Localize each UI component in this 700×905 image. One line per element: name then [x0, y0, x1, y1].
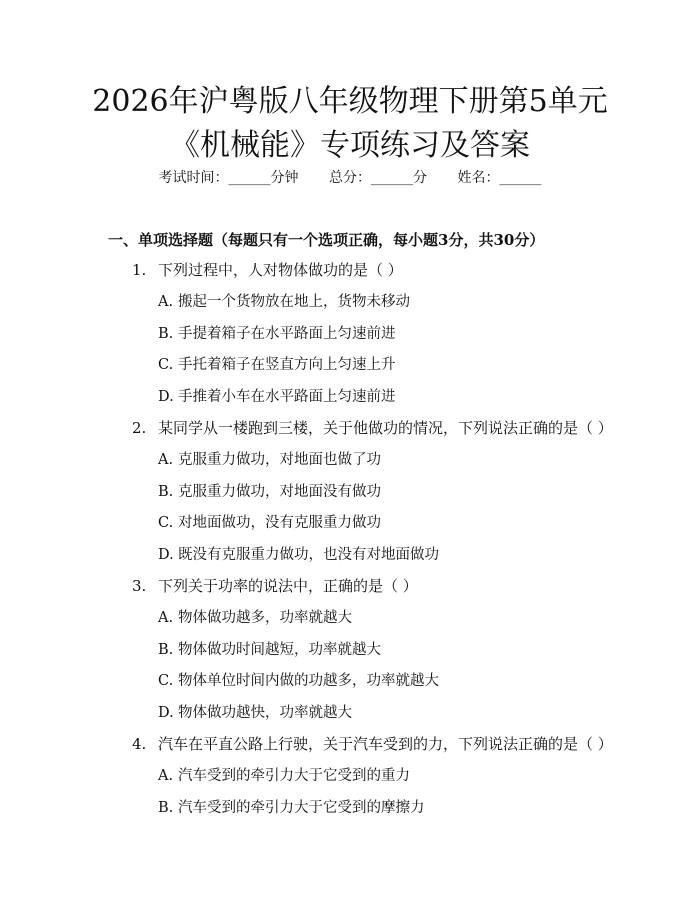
question-number: 2. — [132, 419, 147, 437]
question-number: 4. — [132, 735, 147, 753]
option-text: 汽车受到的牵引力大于它受到的摩擦力 — [178, 799, 425, 816]
option-1-b — [0, 323, 700, 355]
option-text: 既没有克服重力做功，也没有对地面做功 — [178, 546, 439, 563]
option-label: C. — [158, 515, 174, 531]
option-label: B. — [158, 483, 174, 500]
option-3-b — [0, 639, 700, 671]
question-text: 下列过程中，人对物体做功的是（ ） — [158, 261, 403, 279]
option-label: C. — [158, 357, 174, 373]
option-label: D. — [158, 546, 174, 563]
total-score-field: 总分：______分 — [329, 170, 427, 186]
option-label: D. — [158, 704, 174, 721]
option-label: C. — [158, 673, 174, 689]
option-2-c — [0, 512, 700, 544]
question-list — [0, 259, 700, 828]
option-text: 克服重力做功，对地面没有做功 — [178, 483, 381, 500]
student-name-field: 姓名：______ — [457, 170, 542, 186]
question-2 — [0, 417, 700, 449]
question-3 — [0, 575, 700, 607]
option-text: 手提着箱子在水平路面上匀速前进 — [178, 325, 396, 342]
question-text: 下列关于功率的说法中，正确的是（ ） — [158, 577, 418, 595]
option-1-c — [0, 354, 700, 386]
option-label: B. — [158, 641, 174, 658]
option-2-b — [0, 481, 700, 513]
option-label: B. — [158, 325, 174, 342]
option-3-c — [0, 670, 700, 702]
exam-time-field: 考试时间：______分钟 — [158, 170, 299, 186]
question-number: 3. — [132, 577, 147, 595]
option-label: B. — [158, 799, 174, 816]
question-text: 某同学从一楼跑到三楼，关于他做功的情况，下列说法正确的是（ ） — [158, 419, 613, 437]
option-3-a — [0, 607, 700, 639]
option-text: 对地面做功，没有克服重力做功 — [178, 515, 381, 531]
question-1 — [0, 259, 700, 291]
option-text: 物体做功时间越短，功率就越大 — [178, 641, 381, 658]
option-text: 物体做功越快，功率就越大 — [178, 704, 352, 721]
document-title: 2026年沪粤版八年级物理下册第5单元《机械能》专项练习及答案 — [92, 84, 608, 163]
option-1-a — [0, 291, 700, 323]
option-1-d — [0, 386, 700, 418]
question-4 — [0, 733, 700, 765]
option-text: 物体做功越多，功率就越大 — [178, 610, 352, 626]
option-3-d — [0, 702, 700, 734]
option-text: 搬起一个货物放在地上，货物未移动 — [178, 294, 410, 310]
option-label: A. — [158, 610, 174, 626]
option-2-a — [0, 449, 700, 481]
option-label: A. — [158, 768, 174, 784]
option-label: A. — [158, 294, 174, 310]
option-text: 物体单位时间内做的功越多，功率就越大 — [178, 673, 439, 689]
option-4-b — [0, 797, 700, 829]
question-text: 汽车在平直公路上行驶，关于汽车受到的力，下列说法正确的是（ ） — [158, 735, 613, 753]
exam-info-line — [0, 168, 700, 188]
option-text: 克服重力做功，对地面也做了功 — [178, 452, 381, 468]
option-4-a — [0, 765, 700, 797]
option-label: A. — [158, 452, 174, 468]
option-text: 手推着小车在水平路面上匀速前进 — [178, 388, 396, 405]
section-heading: 一、单项选择题（每题只有一个选项正确，每小题3分，共30分） — [108, 231, 545, 249]
question-number: 1. — [132, 261, 147, 279]
option-2-d — [0, 544, 700, 576]
option-text: 手托着箱子在竖直方向上匀速上升 — [178, 357, 396, 373]
option-text: 汽车受到的牵引力大于它受到的重力 — [178, 768, 410, 784]
option-label: D. — [158, 388, 174, 405]
